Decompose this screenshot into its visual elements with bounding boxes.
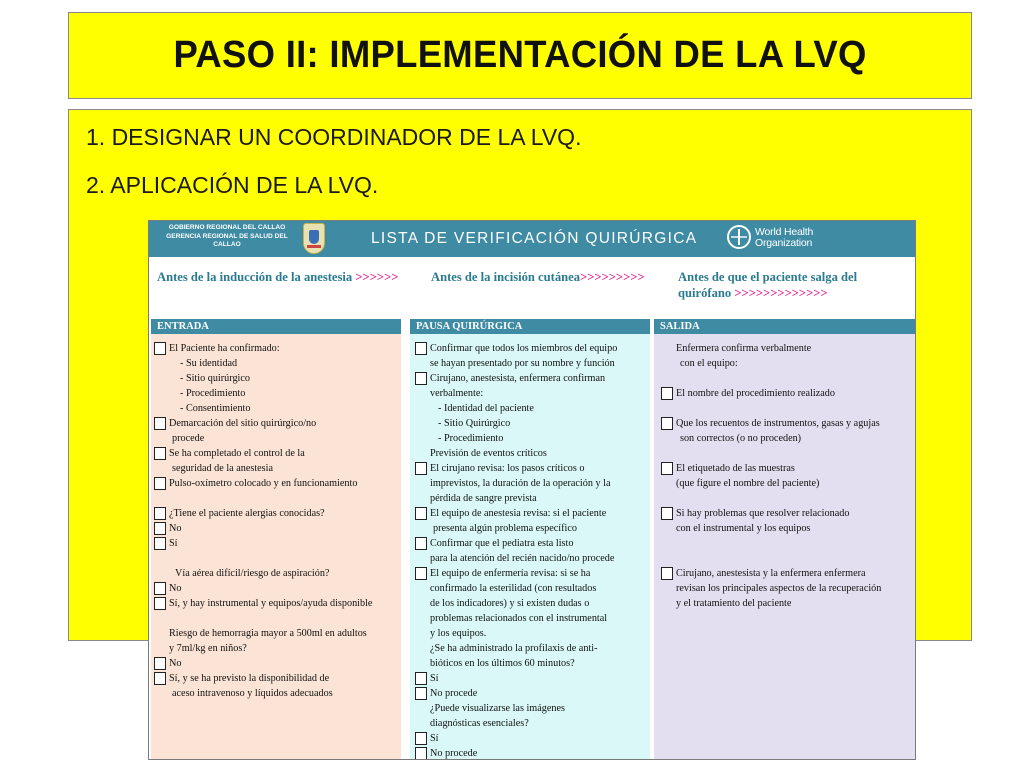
checklist-item: para la atención del recién nacido/no procede	[430, 553, 615, 564]
checklist-item: procede	[172, 433, 205, 444]
checklist-item: El Paciente ha confirmado:	[169, 341, 280, 356]
checklist-item: Riesgo de hemorragia mayor a 500ml en adultos	[169, 628, 367, 639]
column-pausa-quirurgica	[410, 319, 650, 759]
checkbox-icon	[154, 672, 166, 685]
checklist-item: - Su identidad	[180, 358, 238, 369]
who-logo-text	[755, 227, 813, 249]
checkbox-icon	[154, 417, 166, 430]
checklist-item: Cirujano, anestesista, enfermera confirman	[430, 371, 605, 386]
checklist-item: Sí	[430, 671, 439, 686]
checklist-item: diagnósticas esenciales?	[430, 718, 529, 729]
checklist-item: - Identidad del paciente	[438, 403, 534, 414]
checkbox-icon	[661, 387, 673, 400]
checklist-item: ¿Puede visualizarse las imágenes	[430, 703, 565, 714]
slide-title: PASO II: IMPLEMENTACIÓN DE LA LVQ	[173, 34, 867, 76]
callao-shield-icon	[303, 223, 325, 254]
phase-label-before-anesthesia: Antes de la inducción de la anestesia >>>>>>	[157, 270, 399, 284]
org-line-2: GERENCIA REGIONAL DE SALUD DEL	[166, 232, 288, 240]
checkbox-icon	[661, 507, 673, 520]
checkbox-icon	[415, 507, 427, 520]
checklist-title: LISTA DE VERIFICACIÓN QUIRÚRGICA	[371, 230, 698, 247]
checklist-header	[149, 221, 915, 257]
checklist-item: No procede	[430, 746, 477, 760]
checklist-item: con el instrumental y los equipos	[676, 523, 811, 534]
checklist-item: - Consentimiento	[180, 403, 251, 414]
checkbox-icon	[154, 447, 166, 460]
checklist-item: El equipo de anestesia revisa: si el paciente	[430, 506, 606, 521]
checklist-item: ¿Tiene el paciente alergias conocidas?	[169, 506, 325, 521]
checklist-item: confirmado la esterilidad (con resultados	[430, 583, 597, 594]
column-header-salida: SALIDA	[654, 319, 915, 334]
checklist-item: pérdida de sangre prevista	[430, 493, 537, 504]
checklist-item: Enfermera confirma verbalmente	[676, 343, 812, 354]
org-line-3: CALLAO	[213, 241, 241, 249]
checklist-item: El etiquetado de las muestras	[676, 461, 795, 476]
checkbox-icon	[415, 687, 427, 700]
checkbox-icon	[415, 342, 427, 355]
checkbox-icon	[415, 747, 427, 760]
checklist-item: y 7ml/kg en niños?	[169, 643, 247, 654]
phase-label-before-leaving: Antes de que el paciente salga del quirófano >>>>>>>>>>>>>	[678, 270, 858, 300]
checklist-item: Sí, y se ha previsto la disponibilidad de	[169, 671, 329, 686]
checklist-item: Sí, y hay instrumental y equipos/ayuda disponible	[169, 596, 372, 611]
checklist-item: con el equipo:	[680, 358, 738, 369]
checklist-item: - Procedimiento	[438, 433, 504, 444]
checkbox-icon	[154, 342, 166, 355]
checklist-item: se hayan presentado por su nombre y función	[430, 358, 615, 369]
checklist-item: Sí	[169, 536, 178, 551]
checkbox-icon	[154, 537, 166, 550]
checklist-item: El nombre del procedimiento realizado	[676, 386, 835, 401]
checkbox-icon	[415, 537, 427, 550]
checkbox-icon	[154, 597, 166, 610]
checklist-item: bióticos en los últimos 60 minutos?	[430, 658, 575, 669]
checklist-item: Confirmar que todos los miembros del equipo	[430, 341, 617, 356]
checklist-item: y el tratamiento del paciente	[676, 598, 792, 609]
checklist-item: (que figure el nombre del paciente)	[676, 478, 820, 489]
column-entrada	[151, 319, 401, 759]
regional-government-text	[153, 224, 301, 250]
step-1-text: 1. DESIGNAR UN COORDINADOR DE LA LVQ.	[86, 124, 582, 150]
checkbox-icon	[154, 507, 166, 520]
checklist-item: Pulso-oxímetro colocado y en funcionamiento	[169, 476, 357, 491]
checklist-item: Demarcación del sitio quirúrgico/no	[169, 416, 316, 431]
surgical-checklist-image	[148, 220, 916, 760]
checklist-item: son correctos (o no proceden)	[680, 433, 802, 444]
checklist-item: Se ha completado el control de la	[169, 446, 305, 461]
who-emblem-icon	[727, 225, 751, 249]
checklist-item: Previsión de eventos críticos	[430, 448, 547, 459]
checklist-item: No	[169, 656, 181, 671]
checklist-item: de los indicadores) y si existen dudas o	[430, 598, 590, 609]
checklist-item: ¿Se ha administrado la profilaxis de anti-	[430, 643, 598, 654]
phase-label-before-incision: Antes de la incisión cutánea>>>>>>>>>	[431, 270, 645, 284]
checklist-item: - Sitio quirúrgico	[180, 373, 250, 384]
checklist-item: El cirujano revisa: los pasos críticos o	[430, 461, 584, 476]
column-header-entrada: ENTRADA	[151, 319, 401, 334]
checklist-item: presenta algún problema específico	[433, 523, 577, 534]
checklist-item: El equipo de enfermería revisa: si se ha	[430, 566, 590, 581]
slide-title-box	[68, 12, 972, 99]
checkbox-icon	[415, 372, 427, 385]
checkbox-icon	[415, 567, 427, 580]
column-header-pausa: PAUSA QUIRÚRGICA	[410, 319, 650, 334]
checklist-item: verbalmente:	[430, 388, 484, 399]
step-2-text: 2. APLICACIÓN DE LA LVQ.	[86, 172, 379, 198]
checklist-item: - Procedimiento	[180, 388, 246, 399]
column-salida	[654, 319, 915, 759]
who-line-2: Organization	[755, 237, 813, 249]
checklist-item: Vía aérea difícil/riesgo de aspiración?	[175, 568, 330, 579]
checklist-item: revisan los principales aspectos de la recuperación	[676, 583, 882, 594]
checkbox-icon	[661, 567, 673, 580]
checkbox-icon	[415, 672, 427, 685]
checkbox-icon	[154, 582, 166, 595]
checklist-item: Sí	[430, 731, 439, 746]
checklist-item: seguridad de la anestesia	[172, 463, 273, 474]
org-line-1: GOBIERNO REGIONAL DEL CALLAO	[168, 224, 286, 231]
checklist-item: Si hay problemas que resolver relacionado	[676, 506, 849, 521]
checkbox-icon	[154, 657, 166, 670]
checkbox-icon	[661, 417, 673, 430]
checklist-item: imprevistos, la duración de la operación y la	[430, 478, 611, 489]
checklist-item: No	[169, 521, 181, 536]
checklist-item: Confirmar que el pediatra esta listo	[430, 536, 573, 551]
checklist-item: No procede	[430, 686, 477, 701]
checklist-item: Cirujano, anestesista y la enfermera enfermera	[676, 566, 866, 581]
checklist-item: aceso intravenoso y líquidos adecuados	[172, 688, 333, 699]
checklist-item: No	[169, 581, 181, 596]
checkbox-icon	[415, 462, 427, 475]
checklist-item: y los equipos.	[430, 628, 487, 639]
checkbox-icon	[415, 732, 427, 745]
checklist-item: problemas relacionados con el instrumental	[430, 613, 608, 624]
checklist-item: - Sitio Quirúrgico	[438, 418, 511, 429]
checkbox-icon	[154, 522, 166, 535]
checkbox-icon	[661, 462, 673, 475]
checkbox-icon	[154, 477, 166, 490]
who-line-1: World Health	[755, 226, 814, 238]
checklist-item: Que los recuentos de instrumentos, gasas y agujas	[676, 416, 880, 431]
